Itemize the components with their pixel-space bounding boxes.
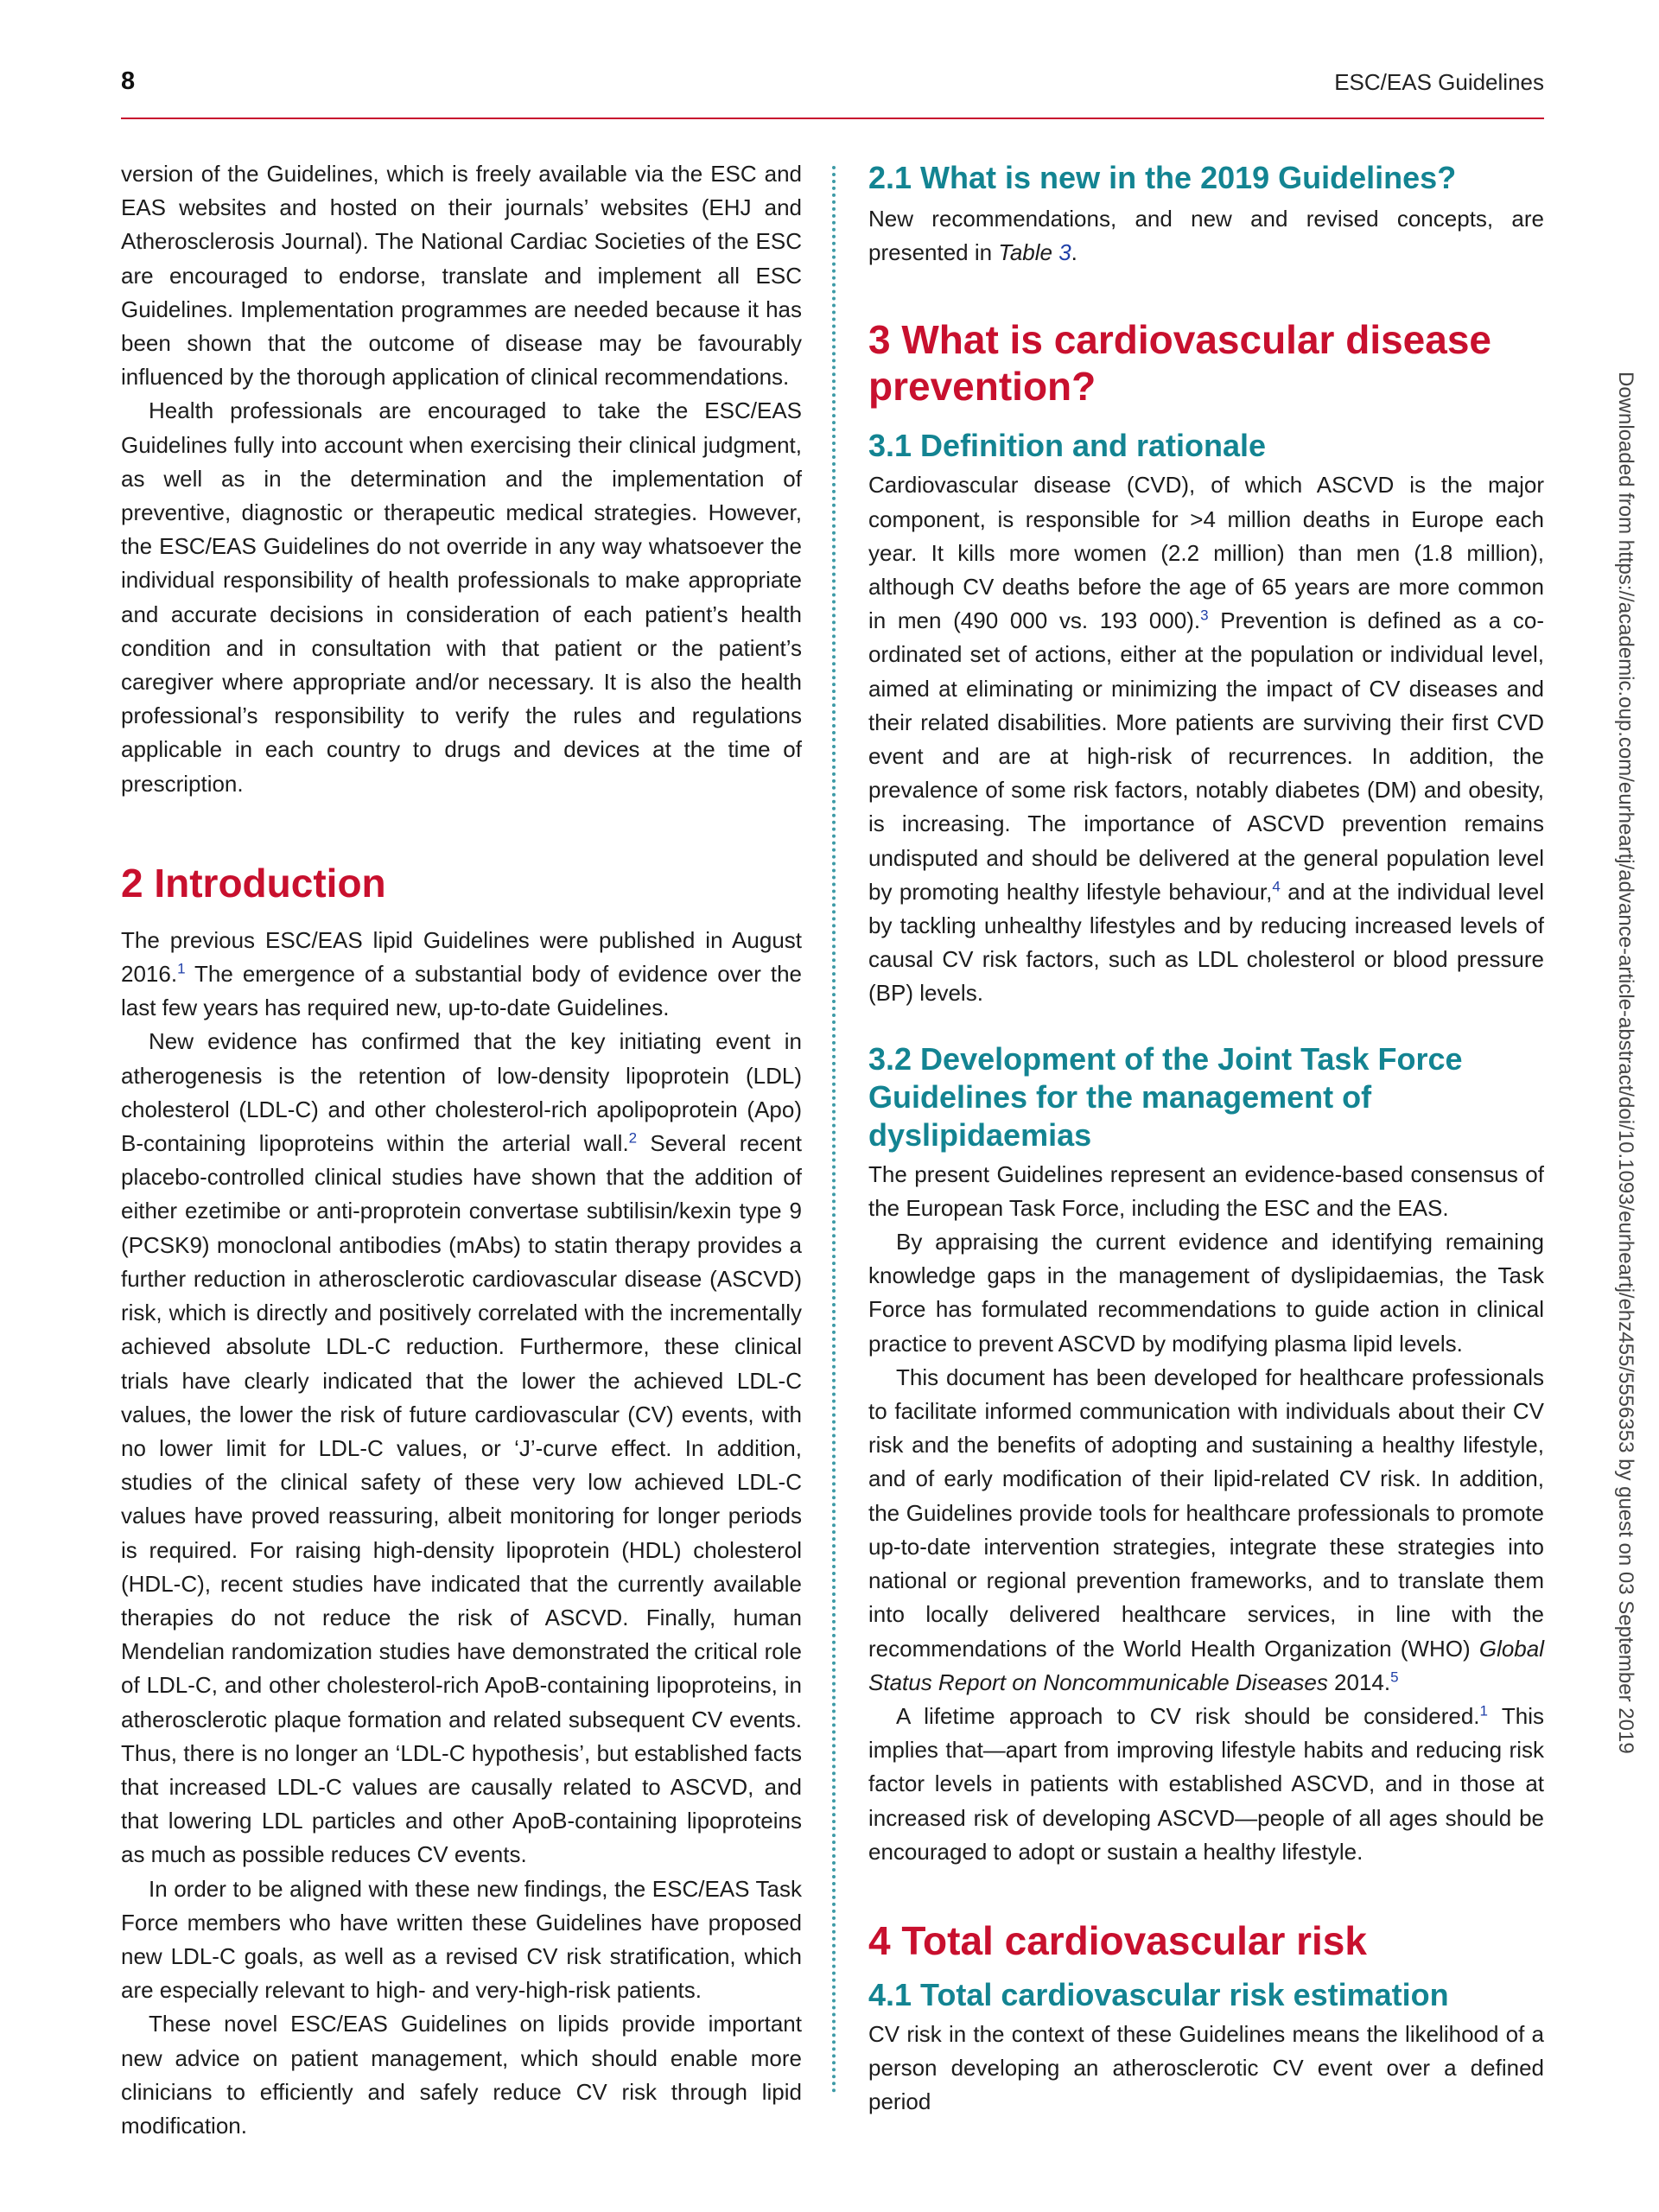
text-run: A lifetime approach to CV risk should be considered.	[896, 1702, 1480, 1729]
subsection-heading-2-1: 2.1 What is new in the 2019 Guidelines?	[868, 160, 1457, 195]
section-heading-cvd-prevention: 3 What is cardiovascular disease prevention?	[868, 317, 1492, 410]
body-paragraph	[868, 1361, 1544, 1700]
body-paragraph: These novel ESC/EAS Guidelines on lipids provide important new advice on patient management, which should enable more clinicians to efficiently and safely reduce CV risk through lipid modification.	[121, 2011, 802, 2139]
column-divider	[832, 166, 836, 2094]
body-paragraph: The present Guidelines represent an evidence-based consensus of the European Task Force, including the ESC and the EAS.	[868, 1160, 1544, 1221]
text-run: and at the individual level by tackling unhealthy lifestyles and by reducing increased levels of causal CV risk factors, such as LDL cholesterol or blood pressure (BP) levels.	[868, 878, 1544, 1007]
report-title: Global Status Report on Noncommunicable Diseases	[868, 1635, 1544, 1695]
body-paragraph: By appraising the current evidence and identifying remaining knowledge gaps in the management of dyslipidaemias, the Task Force has formulated recommendations to guide action in clinical practice to prevent ASCVD by modifying plasma lipid levels.	[868, 1229, 1544, 1357]
text-run: 2014.	[1327, 1669, 1391, 1695]
text-run: .	[1071, 239, 1077, 266]
body-paragraph	[868, 468, 1544, 1010]
subsection-heading-3-2: 3.2 Development of the Joint Task Force Guidelines for the management of dyslipidaemias	[868, 1040, 1463, 1153]
body-paragraph	[868, 202, 1544, 270]
text-run: Several recent placebo-controlled clinical studies have shown that the addition of either ezetimibe or anti-proprotein convertase subtilisin/kexin type 9 (PCSK9) monoclonal antibodies (mAbs) to statin therapy provides a further reduction in atherosclerotic cardiovascular disease (ASCVD) risk, which is directly and positively correlated with the incrementally achieved absolute LDL-C reduction. Furthermore, these clinical trials have clearly indicated that the lower the achieved LDL-C values, the lower the risk of future cardiovascular (CV) events, with no lower limit for LDL-C values, or ‘J’-curve effect. In addition, studies of the clinical safety of these very low achieved LDL-C values have proved reassuring, albeit monitoring for longer periods is required. For raising high-density lipoprotein (HDL) cholesterol (HDL-C), recent studies have indicated that the currently available therapies do not reduce the risk of ASCVD. Finally, human Mendelian randomization studies have demonstrated the critical role of LDL-C, and other cholesterol-rich ApoB-containing lipoproteins, in atherosclerotic plaque formation and related subsequent CV events. Thus, there is no longer an ‘LDL-C hypothesis’, but established facts that increased LDL-C values are causally related to ASCVD, and that lowering LDL particles and other ApoB-containing lipoproteins as much as possible reduces CV events.	[121, 1130, 802, 1868]
right-column	[868, 159, 1544, 2120]
body-paragraph: In order to be aligned with these new findings, the ESC/EAS Task Force members who have written these Guidelines have proposed new LDL-C goals, as well as a revised CV risk stratification, which are especially relevant to high- and very-high-risk patients.	[121, 1875, 802, 2004]
body-paragraph	[868, 1700, 1544, 1869]
text-run: Prevention is defined as a co-ordinated set of actions, either at the population or individual level, aimed at eliminating or minimizing the impact of CV diseases and their related disabilities. More patients are surviving their first CVD event and are at high-risk of recurrences. In addition, the prevalence of some risk factors, notably diabetes (DM) and obesity, is increasing. The importance of ASCVD prevention remains undisputed and should be delivered at the general population level by promoting healthy lifestyle behaviour,	[868, 607, 1544, 905]
reference-link[interactable]: 3	[1200, 607, 1209, 624]
text-run: This document has been developed for healthcare professionals to facilitate informed communication with individuals about their CV risk and the benefits of adopting and sustaining a healthy lifestyle, and of early modification of their lipid-related CV risk. In addition, the Guidelines provide tools for healthcare professionals to promote up-to-date intervention strategies, integrate these strategies into national or regional prevention frameworks, and to translate them into locally delivered healthcare services, in line with the recommendations of the World Health Organization (WHO)	[868, 1363, 1544, 1662]
reference-link[interactable]: 1	[1479, 1702, 1489, 1719]
subsection-heading-3-1: 3.1 Definition and rationale	[868, 428, 1267, 464]
left-column	[121, 157, 802, 2143]
table-reference: Table	[998, 239, 1059, 266]
text-run: Cardiovascular disease (CVD), of which ASCVD is the major component, is responsible for >4 million deaths in Europe each year. It kills more women (2.2 million) than men (1.8 million), although CV deaths before the age of 65 years are more common in men (490 000 vs. 193 000).	[868, 472, 1544, 634]
body-paragraph	[121, 924, 802, 1026]
reference-link[interactable]: 2	[628, 1129, 638, 1147]
reference-link[interactable]: 5	[1390, 1669, 1399, 1686]
text-run: This implies that—apart from improving lifestyle habits and reducing risk factor levels in patients with established ASCVD, and in those at increased risk of developing ASCVD—people of all ages should be encouraged to adopt or sustain a healthy lifestyle.	[868, 1702, 1544, 1865]
body-paragraph: Health professionals are encouraged to take the ESC/EAS Guidelines fully into account when exercising their clinical judgment, as well as in the determination and the implementation of preventive, diagnostic or therapeutic medical strategies. However, the ESC/EAS Guidelines do not override in any way whatsoever the individual responsibility of health professionals to make appropriate and accurate decisions in consideration of each patient’s health condition and in consultation with that patient or the patient’s caregiver where appropriate and/or necessary. It is also the health professional’s responsibility to verify the rules and regulations applicable in each country to drugs and devices at the time of prescription.	[121, 397, 802, 797]
download-watermark: Downloaded from https://academic.oup.com/eurheartj/advance-article-abstract/doi/10.1093/eurheartj/ehz455/5556353 by guest on 03 September 2019	[1614, 372, 1637, 1754]
table-link[interactable]: 3	[1058, 239, 1071, 266]
body-paragraph: version of the Guidelines, which is freely available via the ESC and EAS websites and hosted on their journals’ websites (EHJ and Atherosclerosis Journal). The National Cardiac Societies of the ESC are encouraged to endorse, translate and implement all ESC Guidelines. Implementation programmes are needed because it has been shown that the outcome of disease may be favourably influenced by the thorough application of clinical recommendations.	[121, 161, 802, 391]
reference-link[interactable]: 1	[177, 960, 186, 977]
text-run: The emergence of a substantial body of evidence over the last few years has required new, up-to-date Guidelines.	[121, 961, 802, 1021]
running-title: ESC/EAS Guidelines	[1334, 69, 1544, 95]
header-rule	[121, 118, 1544, 119]
text-run: New recommendations, and new and revised concepts, are presented in	[868, 206, 1544, 266]
reference-link[interactable]: 4	[1272, 878, 1281, 895]
section-heading-introduction: 2 Introduction	[121, 860, 386, 906]
text-run: New evidence has confirmed that the key initiating event in atherogenesis is the retention of low-density lipoprotein (LDL) cholesterol (LDL-C) and other cholesterol-rich apolipoprotein (Apo) B-containing lipoproteins within the arterial wall.	[121, 1028, 802, 1157]
body-paragraph: CV risk in the context of these Guidelines means the likelihood of a person developing an atherosclerotic CV event over a defined period	[868, 2020, 1544, 2115]
section-heading-total-cv-risk: 4 Total cardiovascular risk	[868, 1917, 1367, 1963]
page-number: 8	[121, 67, 136, 95]
body-paragraph	[121, 1025, 802, 1872]
text-run: The previous ESC/EAS lipid Guidelines were published in August 2016.	[121, 926, 802, 988]
subsection-heading-4-1: 4.1 Total cardiovascular risk estimation	[868, 1976, 1449, 2012]
